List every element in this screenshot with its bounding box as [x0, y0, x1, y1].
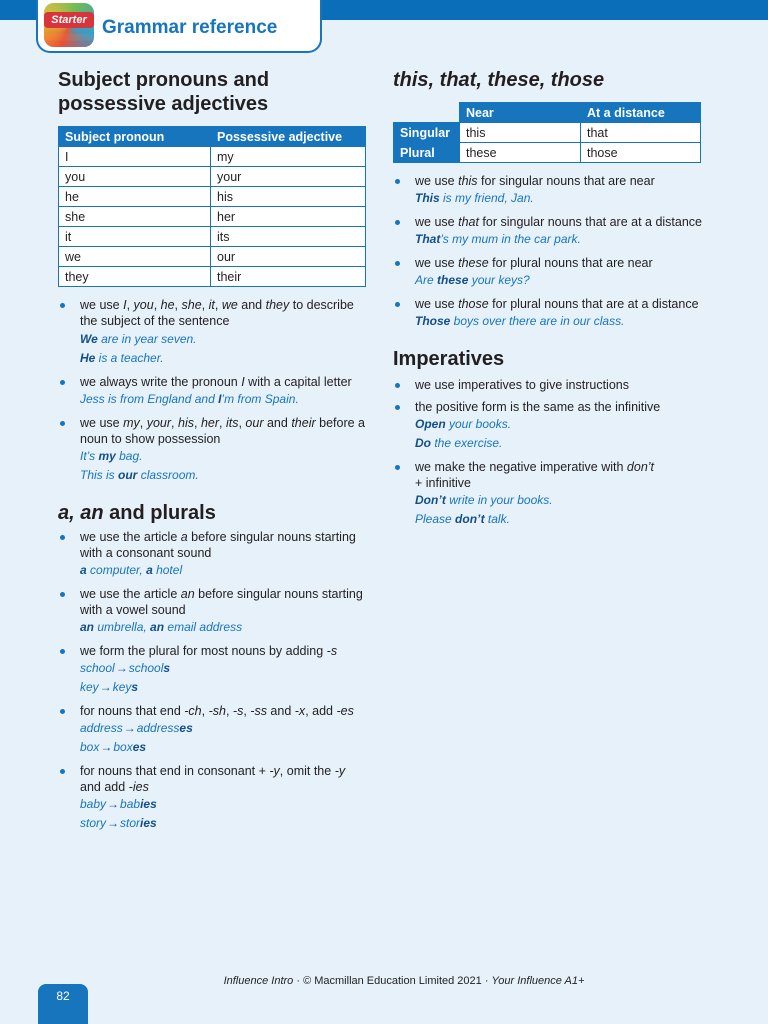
imperatives-heading: Imperatives — [393, 348, 505, 370]
header-tab — [36, 0, 322, 53]
badge-label: Starter — [44, 12, 94, 28]
list-item: for nouns that end -ch, -sh, -s, -ss and -x, add -es address→addresses box→boxes — [58, 703, 368, 757]
example: That’s my mum in the car park. — [415, 232, 581, 246]
table-row — [59, 187, 366, 207]
example: box→boxes — [80, 738, 368, 757]
table-row — [59, 167, 366, 187]
plurals-rules — [58, 529, 368, 833]
table-row — [59, 267, 366, 287]
table-cell: your — [211, 167, 366, 187]
table-cell: her — [211, 207, 366, 227]
table-header: At a distance — [581, 103, 701, 123]
example: baby→babies — [80, 795, 368, 814]
list-item: we use that for singular nouns that are at a distance That’s my mum in the car park. — [393, 214, 713, 249]
table-cell: those — [581, 143, 701, 163]
demonstratives-rules — [393, 173, 713, 331]
page-title: Grammar reference — [102, 17, 278, 38]
starter-badge-icon — [44, 3, 94, 47]
table-cell: this — [460, 123, 581, 143]
table-cell: these — [460, 143, 581, 163]
example: Jess is from England and I’m from Spain. — [80, 392, 299, 406]
table-cell: she — [59, 207, 211, 227]
example: an umbrella, an email address — [80, 620, 243, 634]
example: key→keys — [80, 678, 368, 697]
table-row — [59, 247, 366, 267]
table-cell: our — [211, 247, 366, 267]
pronouns-table — [58, 126, 366, 287]
example: story→stories — [80, 814, 368, 833]
table-header: Near — [460, 103, 581, 123]
arrow-icon: → — [115, 661, 128, 675]
table-cell: he — [59, 187, 211, 207]
list-item: we use I, you, he, she, it, we and they to describe the subject of the sentence We are in year seven. He is a teacher. — [58, 297, 368, 368]
pronouns-heading: Subject pronouns and possessive adjectives — [58, 69, 270, 115]
table-header-row — [59, 127, 366, 147]
list-item: we use imperatives to give instructions — [393, 377, 713, 393]
table-cell: we — [59, 247, 211, 267]
list-item: we use this for singular nouns that are near This is my friend, Jan. — [393, 173, 713, 208]
table-row — [59, 147, 366, 167]
table-row — [59, 227, 366, 247]
demonstratives-heading: this, that, these, those — [393, 69, 605, 91]
page-number: 82 — [38, 984, 88, 1024]
example: address→addresses — [80, 719, 368, 738]
list-item: the positive form is the same as the infinitive Open your books. Do the exercise. — [393, 399, 713, 453]
table-row — [394, 143, 701, 163]
example: Do the exercise. — [415, 436, 503, 450]
footer: Influence Intro · © Macmillan Education Limited 2021 · Your Influence A1+ — [223, 975, 585, 987]
table-row — [59, 207, 366, 227]
row-header: Singular — [394, 123, 460, 143]
list-item: we use the article a before singular nouns starting with a consonant sound a computer, a hotel — [58, 529, 368, 580]
table-header-row — [394, 103, 701, 123]
table-cell: you — [59, 167, 211, 187]
example: a computer, a hotel — [80, 563, 183, 577]
example: He is a teacher. — [80, 351, 164, 365]
right-column — [393, 68, 713, 535]
table-cell: it — [59, 227, 211, 247]
example: Please don’t talk. — [415, 512, 510, 526]
list-item: we use my, your, his, her, its, our and their before a noun to show possession It’s my bag. This is our classroom. — [58, 415, 368, 485]
table-row — [394, 123, 701, 143]
example: Don’t write in your books. — [415, 493, 553, 507]
example: This is my friend, Jan. — [415, 191, 534, 205]
list-item: we form the plural for most nouns by adding -s school→schools key→keys — [58, 643, 368, 697]
plurals-heading: a, an and plurals — [58, 502, 216, 524]
table-header: Possessive adjective — [211, 127, 366, 147]
example: Open your books. — [415, 417, 512, 431]
list-item: we use those for plural nouns that are at a distance Those boys over there are in our class. — [393, 296, 713, 331]
table-corner — [394, 103, 460, 123]
list-item: for nouns that end in consonant + -y, omit the -y and add -ies baby→babies story→stories — [58, 763, 368, 833]
list-item: we make the negative imperative with don’t + infinitive Don’t write in your books. Please don’t talk. — [393, 459, 713, 529]
example: Are these your keys? — [415, 273, 530, 287]
table-cell: that — [581, 123, 701, 143]
list-item: we always write the pronoun I with a capital letter Jess is from England and I’m from Spain. — [58, 374, 368, 409]
table-cell: I — [59, 147, 211, 167]
left-column — [58, 68, 368, 839]
table-cell: their — [211, 267, 366, 287]
table-cell: its — [211, 227, 366, 247]
imperatives-rules — [393, 377, 713, 529]
example: school→schools — [80, 659, 368, 678]
arrow-icon: → — [107, 816, 120, 830]
arrow-icon: → — [123, 721, 136, 735]
example: It’s my bag. — [80, 449, 143, 463]
list-item: we use these for plural nouns that are near Are these your keys? — [393, 255, 713, 290]
demonstratives-table — [393, 102, 701, 163]
pronouns-rules — [58, 297, 368, 485]
arrow-icon: → — [99, 680, 112, 694]
example: We are in year seven. — [80, 332, 197, 346]
example: This is our classroom. — [80, 468, 199, 482]
row-header: Plural — [394, 143, 460, 163]
table-cell: they — [59, 267, 211, 287]
table-cell: his — [211, 187, 366, 207]
table-header: Subject pronoun — [59, 127, 211, 147]
arrow-icon: → — [107, 797, 120, 811]
arrow-icon: → — [100, 740, 113, 754]
list-item: we use the article an before singular nouns starting with a vowel sound an umbrella, an email address — [58, 586, 368, 637]
table-cell: my — [211, 147, 366, 167]
example: Those boys over there are in our class. — [415, 314, 625, 328]
